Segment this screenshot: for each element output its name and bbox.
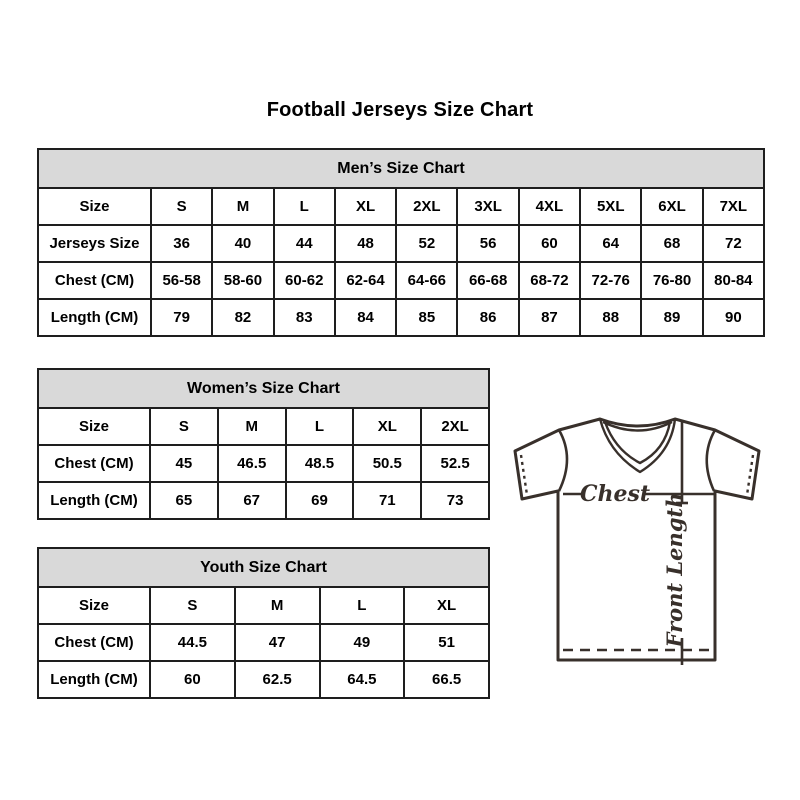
size-cell: 46.5 <box>218 445 286 482</box>
size-cell: M <box>235 587 320 624</box>
table-row <box>38 299 764 336</box>
size-cell: 84 <box>335 299 396 336</box>
jersey-diagram <box>503 406 775 670</box>
size-cell: 64 <box>580 225 641 262</box>
size-cell: 87 <box>519 299 580 336</box>
row-label: Jerseys Size <box>38 225 151 262</box>
size-cell: 66.5 <box>404 661 489 698</box>
size-cell: 5XL <box>580 188 641 225</box>
row-label: Length (CM) <box>38 299 151 336</box>
size-cell: 68-72 <box>519 262 580 299</box>
size-cell: M <box>212 188 273 225</box>
size-cell: XL <box>404 587 489 624</box>
size-cell: 49 <box>320 624 405 661</box>
size-cell: 89 <box>641 299 702 336</box>
table-row <box>38 188 764 225</box>
row-label: Size <box>38 408 150 445</box>
chest-label: Chest <box>579 481 651 507</box>
youth-size-table <box>37 547 490 699</box>
size-cell: 62-64 <box>335 262 396 299</box>
size-cell: 60 <box>519 225 580 262</box>
size-cell: 76-80 <box>641 262 702 299</box>
size-cell: 65 <box>150 482 218 519</box>
table-row <box>38 661 489 698</box>
size-cell: 48.5 <box>286 445 354 482</box>
size-cell: 72-76 <box>580 262 641 299</box>
size-cell: 2XL <box>396 188 457 225</box>
size-cell: 66-68 <box>457 262 518 299</box>
size-cell: 44 <box>274 225 335 262</box>
size-cell: M <box>218 408 286 445</box>
size-cell: 88 <box>580 299 641 336</box>
size-cell: 71 <box>353 482 421 519</box>
table-row <box>38 445 489 482</box>
size-cell: 69 <box>286 482 354 519</box>
size-cell: 62.5 <box>235 661 320 698</box>
size-cell: 36 <box>151 225 212 262</box>
row-label: Length (CM) <box>38 482 150 519</box>
row-label: Size <box>38 587 150 624</box>
page-title: Football Jerseys Size Chart <box>266 99 534 121</box>
size-cell: 56 <box>457 225 518 262</box>
size-cell: 50.5 <box>353 445 421 482</box>
size-cell: 80-84 <box>703 262 764 299</box>
size-cell: 60-62 <box>274 262 335 299</box>
size-cell: S <box>150 408 218 445</box>
size-cell: 60 <box>150 661 235 698</box>
size-cell: 64-66 <box>396 262 457 299</box>
table-title: Women’s Size Chart <box>38 369 489 408</box>
size-cell: 83 <box>274 299 335 336</box>
row-label: Chest (CM) <box>38 624 150 661</box>
size-cell: 4XL <box>519 188 580 225</box>
size-cell: L <box>320 587 405 624</box>
size-cell: L <box>286 408 354 445</box>
size-cell: 51 <box>404 624 489 661</box>
size-cell: 90 <box>703 299 764 336</box>
row-label: Size <box>38 188 151 225</box>
table-row <box>38 587 489 624</box>
mens-size-table <box>37 148 765 337</box>
jersey-outline <box>515 419 759 660</box>
size-cell: 86 <box>457 299 518 336</box>
table-row <box>38 225 764 262</box>
size-cell: 85 <box>396 299 457 336</box>
size-cell: 79 <box>151 299 212 336</box>
table-title: Men’s Size Chart <box>38 149 764 188</box>
size-cell: XL <box>353 408 421 445</box>
size-cell: 52.5 <box>421 445 489 482</box>
size-cell: L <box>274 188 335 225</box>
size-cell: 64.5 <box>320 661 405 698</box>
row-label: Length (CM) <box>38 661 150 698</box>
table-row <box>38 408 489 445</box>
size-cell: 56-58 <box>151 262 212 299</box>
womens-size-table <box>37 368 490 520</box>
size-cell: S <box>151 188 212 225</box>
size-cell: S <box>150 587 235 624</box>
size-cell: 40 <box>212 225 273 262</box>
size-cell: 44.5 <box>150 624 235 661</box>
size-cell: 72 <box>703 225 764 262</box>
size-cell: 58-60 <box>212 262 273 299</box>
size-cell: 47 <box>235 624 320 661</box>
size-cell: 7XL <box>703 188 764 225</box>
size-cell: 67 <box>218 482 286 519</box>
size-cell: 73 <box>421 482 489 519</box>
size-cell: 68 <box>641 225 702 262</box>
size-cell: 48 <box>335 225 396 262</box>
table-row <box>38 482 489 519</box>
row-label: Chest (CM) <box>38 262 151 299</box>
front-length-label: Front Length <box>662 492 687 648</box>
size-cell: 45 <box>150 445 218 482</box>
table-row <box>38 624 489 661</box>
table-row <box>38 262 764 299</box>
row-label: Chest (CM) <box>38 445 150 482</box>
size-cell: 2XL <box>421 408 489 445</box>
table-title: Youth Size Chart <box>38 548 489 587</box>
size-cell: 52 <box>396 225 457 262</box>
size-cell: XL <box>335 188 396 225</box>
size-cell: 3XL <box>457 188 518 225</box>
size-cell: 82 <box>212 299 273 336</box>
size-cell: 6XL <box>641 188 702 225</box>
